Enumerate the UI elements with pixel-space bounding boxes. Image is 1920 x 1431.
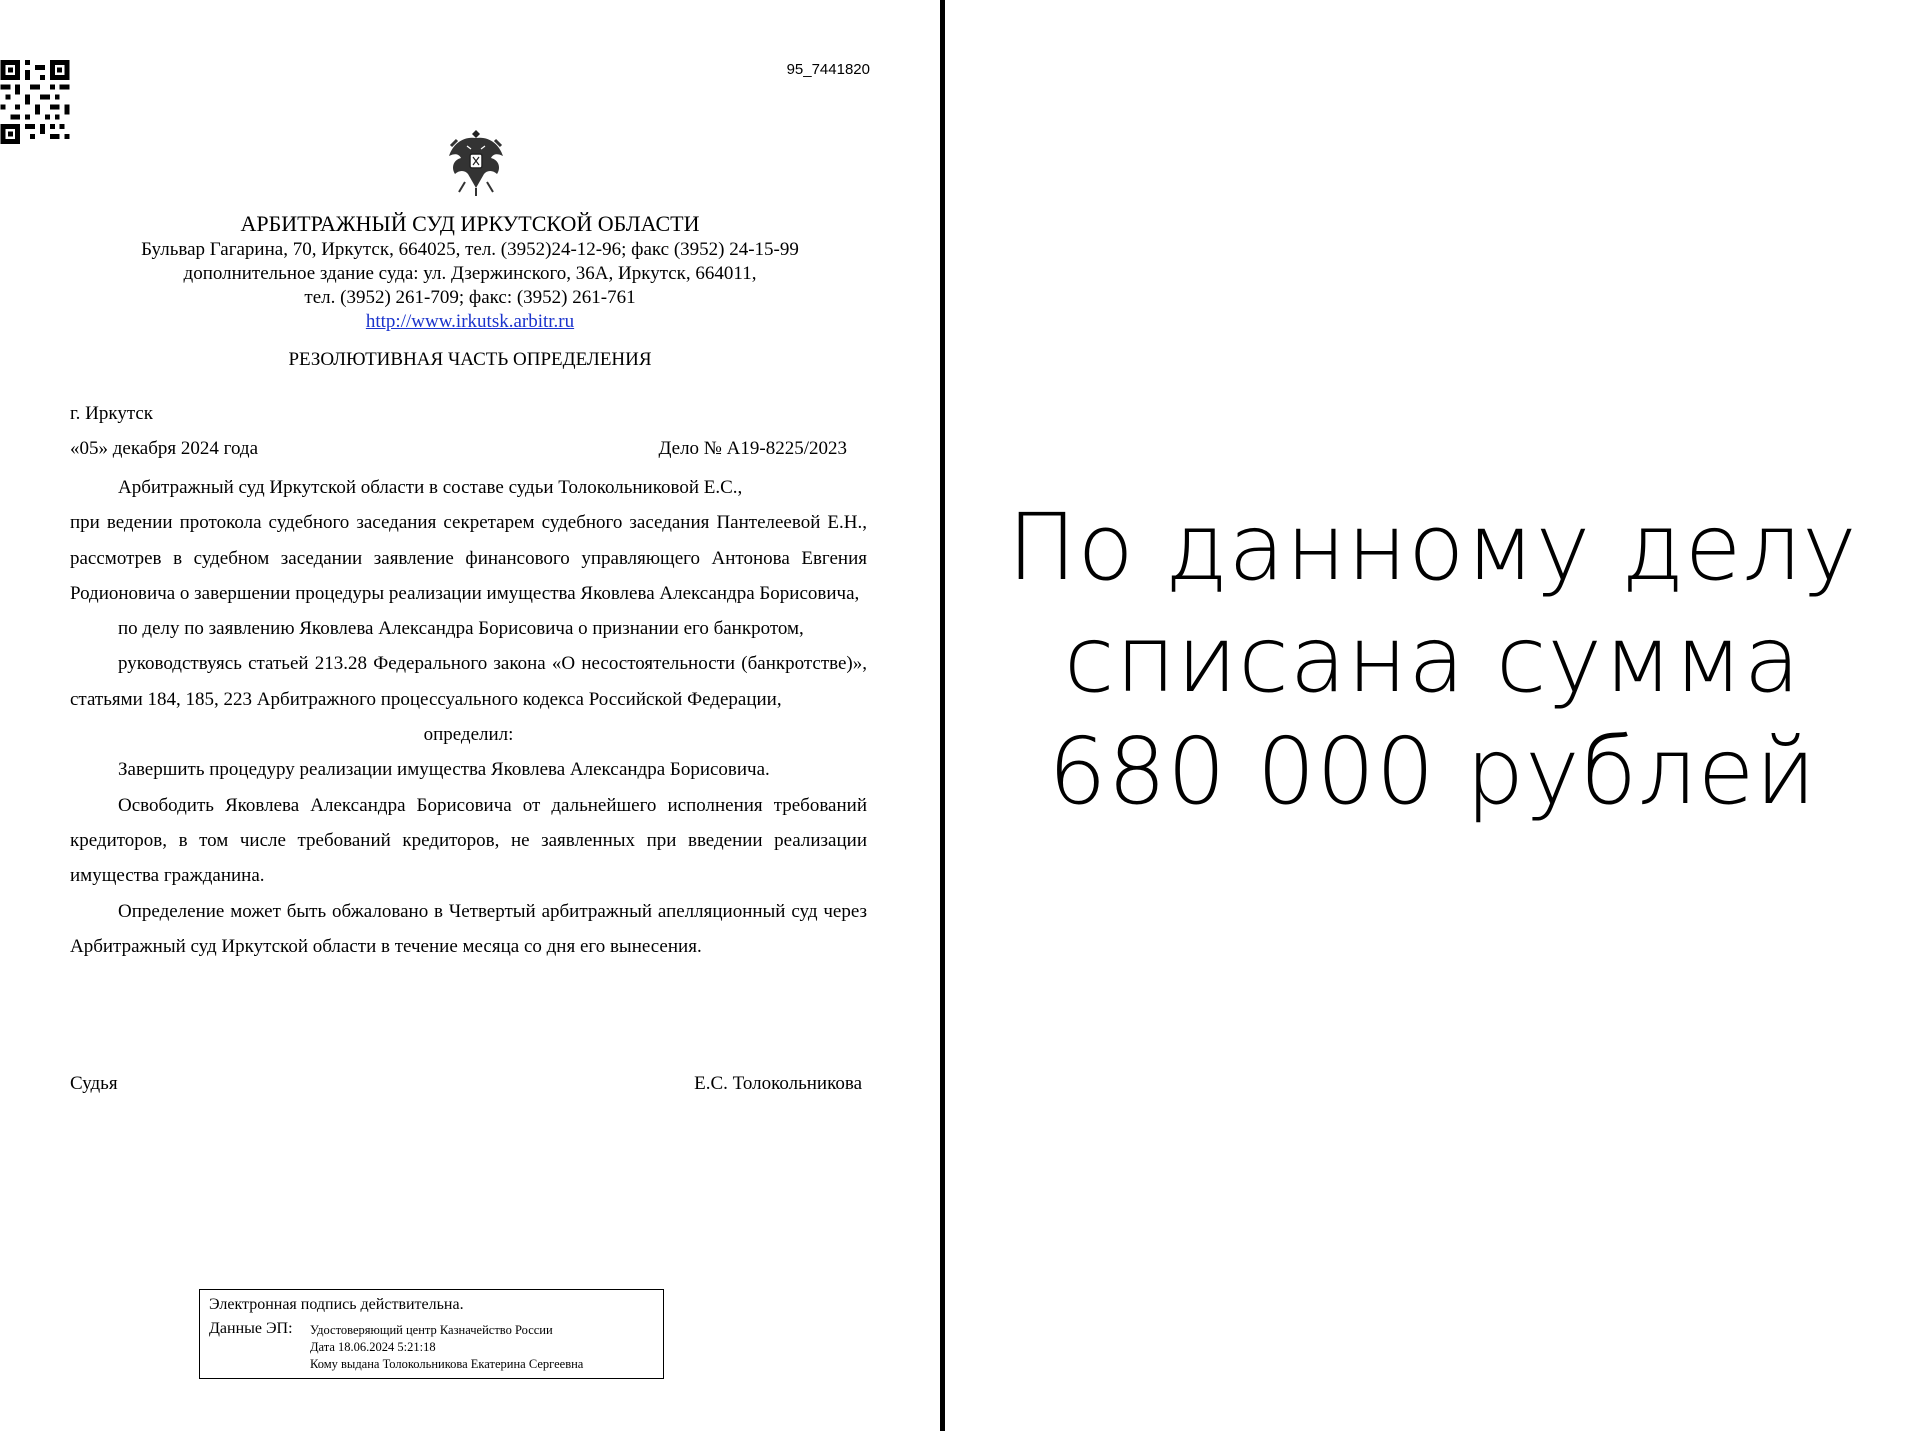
coat-of-arms-icon — [441, 126, 511, 198]
court-address — [70, 238, 870, 310]
caption-text — [945, 492, 1920, 828]
signature-issuer: Удостоверяющий центр Казначейство России — [310, 1323, 553, 1337]
court-website — [70, 310, 870, 334]
electronic-signature-stamp — [199, 1289, 664, 1379]
court-website-link[interactable]: http://www.irkutsk.arbitr.ru — [365, 311, 575, 332]
address-line: тел. (3952) 261-709; факс: (3952) 261-761 — [304, 287, 636, 308]
signature-valid-text: Электронная подпись действительна. — [209, 1296, 464, 1313]
caption-line: 680 000 рублей — [1048, 718, 1817, 825]
address-line: дополнительное здание суда: ул. Дзержинского, 36А, Иркутск, 664011, — [183, 263, 757, 284]
verdict-paragraph: Определение может быть обжаловано в Четвертый арбитражный апелляционный суд через Арбитражный суд Иркутской области в течение месяца со дня его вынесения. — [70, 900, 867, 957]
caption-line: По данному делу — [1007, 494, 1858, 601]
body-paragraph: Арбитражный суд Иркутской области в составе судьи Толокольниковой Е.С., — [118, 477, 743, 498]
signature-data-label: Данные ЭП: — [209, 1320, 293, 1337]
body-paragraph: руководствуясь статьей 213.28 Федерального закона «О несостоятельности (банкротстве)», статьями 184, 185, 223 Арбитражного процессуального кодекса Российской Федерации, — [70, 653, 867, 710]
signature-details — [310, 1322, 583, 1373]
document-type-title: РЕЗОЛЮТИВНАЯ ЧАСТЬ ОПРЕДЕЛЕНИЯ — [288, 349, 652, 370]
verdict-paragraph: Завершить процедуру реализации имущества Яковлева Александра Борисовича. — [118, 759, 770, 781]
judge-name: Е.С. Толокольникова — [694, 1073, 862, 1094]
signature-owner: Кому выдана Толокольникова Екатерина Сергеевна — [310, 1357, 584, 1371]
case-number: Дело № А19-8225/2023 — [658, 438, 847, 459]
caption-panel — [945, 0, 1920, 1431]
document-page — [0, 0, 940, 1431]
address-line: Бульвар Гагарина, 70, Иркутск, 664025, тел. (3952)24-12-96; факс (3952) 24-15-99 — [141, 239, 799, 260]
judge-label: Судья — [70, 1073, 118, 1094]
document-id: 95_7441820 — [786, 61, 870, 78]
ruling-date: «05» декабря 2024 года — [70, 438, 259, 459]
caption-line: списана сумма — [1063, 606, 1802, 713]
verdict-heading: определил: — [423, 724, 514, 746]
city: г. Иркутск — [70, 403, 154, 424]
signature-date: Дата 18.06.2024 5:21:18 — [310, 1340, 436, 1354]
body-paragraph: при ведении протокола судебного заседания секретарем судебного заседания Пантелеевой Е.Н., рассмотрев в судебном заседании заявление финансового управляющего Антонова Евгения Родионовича о завершении процедуры реализации имущества Яковлева Александра Борисовича, — [70, 512, 867, 604]
qr-code-image — [0, 60, 70, 144]
court-name: АРБИТРАЖНЫЙ СУД ИРКУТСКОЙ ОБЛАСТИ — [240, 211, 700, 236]
body-paragraph: по делу по заявлению Яковлева Александра Борисовича о признании его банкротом, — [118, 618, 804, 640]
ruling-body — [70, 470, 867, 964]
verdict-paragraph: Освободить Яковлева Александра Борисовича от дальнейшего исполнения требований кредиторов, в том числе требований кредиторов, не заявленных при введении реализации имущества гражданина. — [70, 794, 867, 887]
